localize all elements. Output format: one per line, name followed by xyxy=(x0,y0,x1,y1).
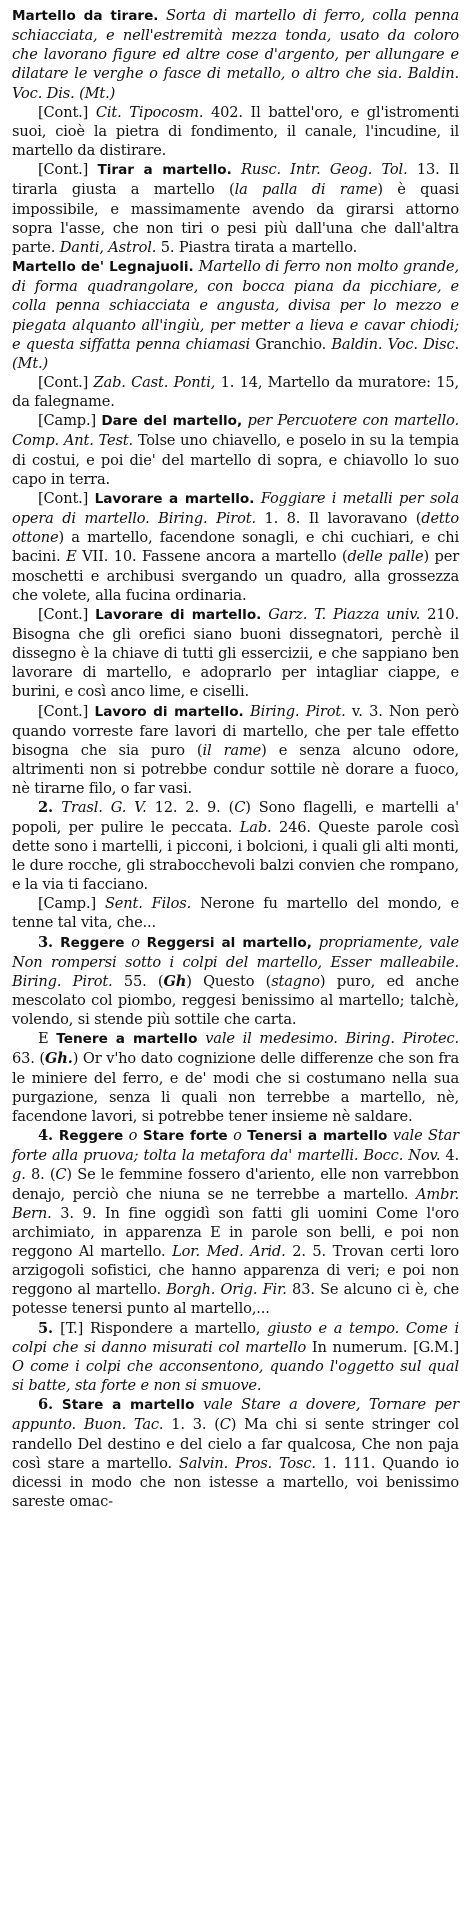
entry-text: vale il medesimo. Biring. Pirotec. xyxy=(197,1030,459,1048)
entry-text: VII. 10. Fassene ancora a martello ( xyxy=(76,548,348,566)
entry-text: Rusc. Intr. Geog. Tol. xyxy=(231,161,408,179)
entry-text: o xyxy=(124,933,147,951)
entry-text: In numerum. [G.M.] xyxy=(306,1338,459,1356)
entry-text: Salvin. Pros. Tosc. xyxy=(178,1454,316,1472)
entry-text: 4. xyxy=(440,1147,459,1165)
entry-text: Ambr. Bern. xyxy=(12,1185,459,1222)
entry-text: o xyxy=(227,1127,248,1145)
entry-text: Trasl. G. V. xyxy=(61,799,147,817)
entry-text: 1. 3. ( xyxy=(163,1416,220,1434)
entry-text: C xyxy=(219,1416,231,1434)
dictionary-entry xyxy=(12,798,459,894)
entry-text: 6. xyxy=(38,1396,62,1414)
entry-text: ) e senza alcuno odore, altrimenti non si potrebbe condur sottile nè dorare a fuoco, nè tirarne filo, o far vasi. xyxy=(12,741,459,798)
entry-text: Borgh. Orig. Fir. xyxy=(166,1281,287,1299)
dictionary-entry xyxy=(12,605,459,702)
entry-headword: Lavoro di martello. xyxy=(94,703,244,720)
entry-text: 2. 5. Trovan certi loro arzigogoli sofistici, che hanno apparenza di veri; e poi non reggono al martello. xyxy=(12,1243,459,1299)
entry-text: C xyxy=(55,1166,67,1184)
entry-text: [Cont.] xyxy=(38,373,94,391)
entry-text: 13. Il tirarla giusta a martello ( xyxy=(12,161,460,199)
dictionary-entry xyxy=(12,894,459,932)
entry-text: [Cont.] xyxy=(38,605,96,623)
dictionary-entry xyxy=(12,1126,459,1319)
entry-text: vale Stare a dovere, Tornare per appunto. Buon. Tac. xyxy=(12,1396,459,1434)
entry-text: Sorta di martello di ferro, colla penna schiacciata, e nell'estremità mezza tonda, usato da coloro che lavorano figure ed altre cose d'argento, per allungare e dilatare le verghe o fasce di metallo, o altro che sia. Baldin. Voc. Dis. (Mt.) xyxy=(12,7,459,102)
dictionary-entry xyxy=(12,257,459,373)
dictionary-entry xyxy=(12,411,459,489)
entry-text: Nerone fu martello del mondo, e tenne tal vita, che... xyxy=(12,895,459,932)
entry-text: 210. Bisogna che gli orefici siano buoni dissegnatori, perchè il dissegno è la chiave di tutti gli essercizii, e che sappiano ben lavorare di martello, e adoprarlo per intagliar ciappe, e burini, e così anco lime, e ciselli. xyxy=(12,605,460,701)
entry-text: 8. ( xyxy=(25,1166,56,1184)
entry-text: per Percuotere con martello. Comp. Ant. Test. xyxy=(12,412,459,450)
entry-text: Biring. Pirot. xyxy=(243,702,346,720)
entry-text: Baldin. Voc. Disc. (Mt.) xyxy=(12,335,459,372)
entry-text: Cit. Tipocosm. xyxy=(95,103,204,121)
entry-text: vale Star forte alla pruova; tolta la metafora da' martelli. Bocc. Nov. xyxy=(12,1127,459,1165)
entry-text: ) puro, ed anche mescolato col piombo, reggesi benissimo al martello; talchè, volendo, si stende più sottile che carta. xyxy=(12,972,459,1029)
entry-headword: Martello da tirare. xyxy=(12,8,159,24)
entry-headword: Tirar a martello. xyxy=(97,162,232,179)
entry-text: [Cont.] xyxy=(38,702,95,720)
entry-text: O come i colpi che acconsentono, quando l'oggetto sul qual si batte, sta forte e non si smuove. xyxy=(12,1357,459,1395)
dictionary-entry xyxy=(12,1395,459,1511)
entry-text: Martello di ferro non molto grande, di forma quadrangolare, con bocca piana da picchiare, e colla penna schiacciata e angusta, divisa per lo mezzo e piegata alquanto all'ingiù, per metter a lieva e cavar chiodi; e questa siffatta penna chiamasi xyxy=(12,258,459,353)
entry-text: g. xyxy=(12,1166,26,1184)
entry-text: E xyxy=(66,548,77,566)
entry-text: ) per moschetti e archibusi svergando un quadro, alla grossezza che volete, alla fucina ordinaria. xyxy=(12,548,460,604)
entry-text: delle palle xyxy=(347,548,424,566)
entry-text: Lab. xyxy=(239,818,272,836)
entry-headword: Stare a martello xyxy=(61,1397,195,1414)
entry-text: [Cont.] xyxy=(38,161,98,179)
entry-text: 55. ( xyxy=(112,972,164,990)
entry-headword: Reggersi al martello, xyxy=(146,934,312,951)
entry-text: 402. Il battel'oro, e gl'istromenti suoi, cioè la pietra di fondimento, il canale, l'incudine, il martello da distirare. xyxy=(12,103,459,160)
entry-headword: Dare del martello, xyxy=(101,413,243,430)
entry-text: Garz. T. Piazza univ. xyxy=(261,605,421,623)
entry-text: [Camp.] xyxy=(38,895,105,913)
entry-text: Granchio. xyxy=(250,335,332,353)
entry-text: il rame xyxy=(202,741,262,759)
entry-text: 5. xyxy=(38,1319,61,1337)
entry-text: ) Questo ( xyxy=(186,972,272,990)
entry-text: C xyxy=(234,799,246,817)
dictionary-entry xyxy=(12,6,459,103)
entry-headword: Reggere xyxy=(60,934,125,951)
entry-text: 1. 8. Il lavoravano ( xyxy=(255,510,422,528)
entry-text: 4. xyxy=(38,1127,59,1145)
entry-text: Gh xyxy=(163,972,187,990)
entry-text: ) Or v'ho dato cognizione delle differenze che son fra le miniere del ferro, e de' modi che si costumano nella sua purgazione, senza li quali non terrebbe a martello, nè, facendone lavori, si potrebbe tener insieme nè saldare. xyxy=(12,1050,459,1125)
dictionary-entry xyxy=(12,1029,459,1126)
entry-text: la palla di rame xyxy=(234,181,378,199)
entry-text: [Camp.] xyxy=(38,412,102,430)
entry-text: Zab. Cast. Ponti, xyxy=(93,373,216,391)
entry-text: detto ottone xyxy=(12,510,459,547)
entry-text: v. 3. Non però quando vorreste fare lavori di martello, che per tale effetto bisogna che sia puro ( xyxy=(12,702,460,759)
entry-text: propriamente, vale Non rompersi sotto i colpi del martello, Esser malleabile. Biring. Pirot. xyxy=(12,933,459,990)
entry-text: Tolse uno chiavello, e poselo in su la tempia di costui, e poi die' del martello di sopra, e chiavollo lo suo capo in terra. xyxy=(12,432,459,488)
entry-text: 1. 14, Martello da muratore: 15, da falegname. xyxy=(12,373,460,411)
entry-text: Gh. xyxy=(44,1050,73,1068)
entry-text: [T.] Rispondere a martello, xyxy=(60,1319,268,1337)
entry-text: Foggiare i metalli per sola opera di martello. Biring. Pirot. xyxy=(12,489,459,528)
entry-headword: Stare forte xyxy=(142,1128,228,1145)
dictionary-entry xyxy=(12,489,459,605)
entry-text: E xyxy=(38,1030,57,1048)
entry-headword: Lavorare di martello. xyxy=(95,606,262,623)
dictionary-entry xyxy=(12,103,459,160)
entry-text: [Cont.] xyxy=(38,489,95,507)
entry-text: Sent. Filos. xyxy=(104,895,192,913)
entry-headword: Tenere a martello xyxy=(56,1031,198,1048)
entry-text: [Cont.] xyxy=(38,103,96,121)
entry-text: 5. Piastra tirata a martello. xyxy=(156,238,358,256)
entry-text: 3. 9. In fine oggidì son fatti gli uomini Come l'oro archimiato, in apparenza E in parole son belli, e poi non reggono Al martello. xyxy=(12,1204,459,1260)
entry-text: ) Ma chi si sente stringer col randello Del destino e del cielo a far qualcosa, Che non paja così stare a martello. xyxy=(12,1416,459,1472)
entry-headword: Reggere xyxy=(58,1128,124,1145)
dictionary-entry xyxy=(12,702,459,799)
entry-text: o xyxy=(123,1127,143,1145)
entry-text: stagno xyxy=(271,972,320,990)
dictionary-entry xyxy=(12,373,459,411)
entry-text: 83. Se alcuno ci è, che potesse tenersi punto al martello,... xyxy=(12,1281,459,1318)
entry-text: 63. ( xyxy=(12,1050,45,1068)
entry-text: ) Sono flagelli, e martelli a' popoli, per pulire le peccata. xyxy=(12,799,459,836)
entry-text: 1. 111. Quando io dicessi in modo che non istesse a martello, voi benissimo sareste omac- xyxy=(12,1454,459,1511)
entry-text: giusto e a tempo. Come i colpi che si danno misurati col martello xyxy=(12,1319,459,1356)
entry-text: 3. xyxy=(38,933,61,951)
entry-text: 246. Queste parole così dette sono i martelli, i picconi, i bolcioni, i quali gli alti monti, le dure rocche, gli strabocchevoli balzi convien che rompano, e la via ti facciano. xyxy=(12,818,460,894)
entry-headword: Lavorare a martello. xyxy=(94,490,255,507)
entry-headword: Martello de' Legnajuoli. xyxy=(12,259,194,276)
entry-text: ) Se le femmine fossero d'ariento, elle non varrebbon denajo, perciò che niuna se ne terrebbe a martello. xyxy=(12,1166,459,1203)
entry-text: ) è quasi impossibile, e massimamente avendo da girarsi attorno sopra l'asse, che non tiri o pesi più dall'una che dall'altra parte. xyxy=(12,181,459,256)
dictionary-entry xyxy=(12,1319,459,1396)
entry-headword: Tenersi a martello xyxy=(247,1128,388,1145)
entry-text: 2. xyxy=(38,799,62,817)
dictionary-entry xyxy=(12,933,459,1030)
entry-text: ) a martello, facendone sonagli, e chi cuchiari, e chi bacini. xyxy=(12,529,459,566)
entry-text: Danti, Astrol. xyxy=(59,238,157,256)
entry-text: 12. 2. 9. ( xyxy=(146,799,235,817)
entry-text: Lor. Med. Arid. xyxy=(172,1243,286,1260)
dictionary-entry xyxy=(12,160,459,257)
